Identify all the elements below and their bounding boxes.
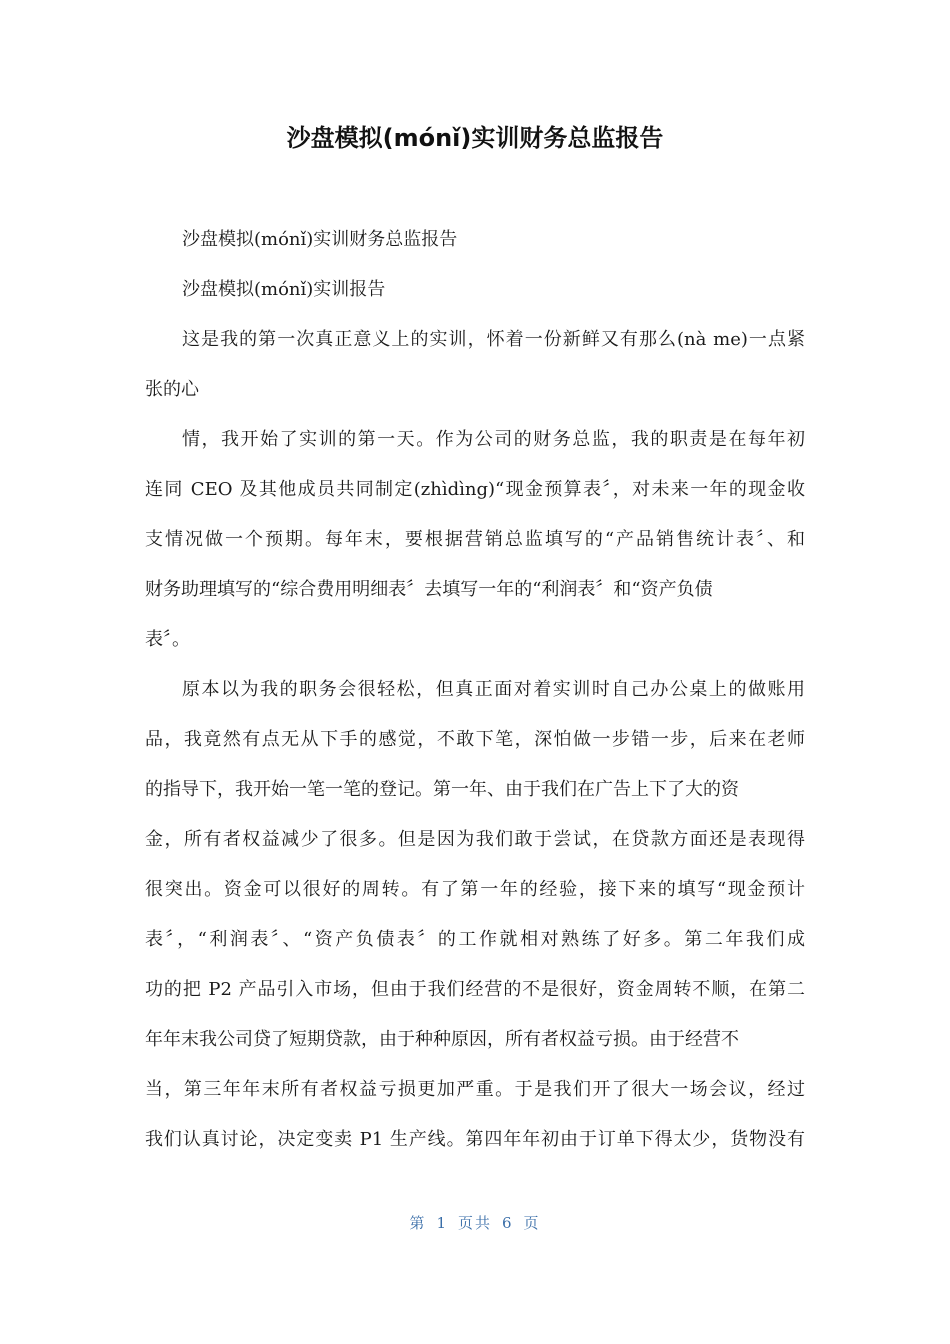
text-line: 张的心 [145,379,199,400]
text-line: 品，我竟然有点无从下手的感觉，不敢下笔，深怕做一步错一步，后来在老师 [145,729,805,750]
page-title: 沙盘模拟(mónǐ)实训财务总监报告 [286,124,664,152]
footer-current-page: 1 [436,1214,448,1232]
text-line: 连同 CEO 及其他成员共同制定(zhìdìng)“现金预算表〞，对未来一年的现金收 [145,479,805,500]
document-body [145,215,805,1165]
text-line: 财务助理填写的“综合费用明细表〞去填写一年的“利润表〞和“资产负债 [145,579,713,600]
text-line: 原本以为我的职务会很轻松，但真正面对着实训时自己办公桌上的做账用 [182,679,805,700]
text-line: 年年末我公司贷了短期贷款，由于种种原因，所有者权益亏损。由于经营不 [145,1029,739,1050]
footer-total-pages: 6 [502,1214,514,1232]
text-line: 情，我开始了实训的第一天。作为公司的财务总监，我的职责是在每年初 [182,429,805,450]
text-line: 支情况做一个预期。每年末，要根据营销总监填写的“产品销售统计表〞、和 [145,529,805,550]
footer-middle: 页共 [457,1214,492,1232]
text-line: 表〞。 [145,629,190,650]
text-line: 沙盘模拟(mónǐ)实训报告 [182,279,386,300]
text-line: 的指导下，我开始一笔一笔的登记。第一年、由于我们在广告上下了大的资 [145,779,739,800]
text-line: 我们认真讨论，决定变卖 P1 生产线。第四年年初由于订单下得太少，货物没有 [145,1129,805,1150]
text-line: 沙盘模拟(mónǐ)实训财务总监报告 [182,229,458,250]
footer-prefix: 第 [409,1214,427,1232]
text-line: 表〞，“利润表〞、“资产负债表〞的工作就相对熟练了好多。第二年我们成 [145,929,805,950]
text-line: 很突出。资金可以很好的周转。有了第一年的经验，接下来的填写“现金预计 [145,879,805,900]
text-line: 金，所有者权益减少了很多。但是因为我们敢于尝试，在贷款方面还是表现得 [145,829,805,850]
text-line: 功的把 P2 产品引入市场，但由于我们经营的不是很好，资金周转不顺，在第二 [145,979,805,1000]
text-line: 当，第三年年末所有者权益亏损更加严重。于是我们开了很大一场会议，经过 [145,1079,805,1100]
page-footer [0,1210,950,1236]
footer-suffix: 页 [523,1214,541,1232]
text-line: 这是我的第一次真正意义上的实训，怀着一份新鲜又有那么(nà me)一点紧 [182,329,805,350]
